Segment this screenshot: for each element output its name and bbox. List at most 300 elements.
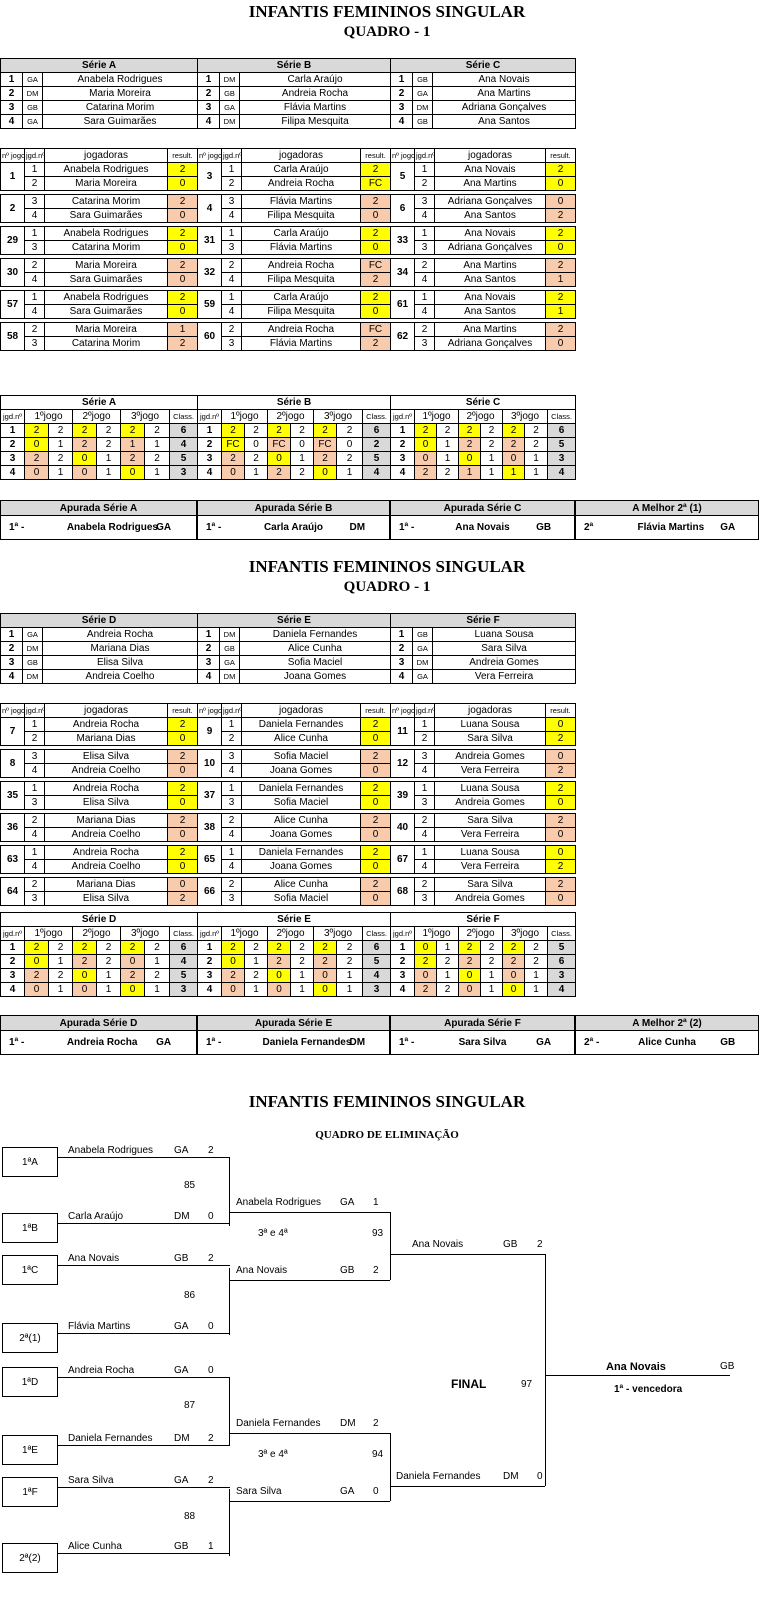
- result-value: 2: [361, 163, 391, 177]
- result-value: 2: [546, 764, 576, 778]
- player-number: 2: [222, 259, 242, 273]
- player-number: 2: [222, 814, 242, 828]
- game3-header: 3ºjogo: [314, 410, 363, 424]
- game-number: 61: [391, 291, 415, 319]
- score-cell: 2: [73, 955, 97, 969]
- result-value: 0: [361, 732, 391, 746]
- player-number: 3: [198, 969, 222, 983]
- score-cell: 2: [291, 466, 314, 480]
- games-table: [390, 148, 576, 351]
- classification-points: 4: [170, 438, 198, 452]
- game-row: [1, 764, 198, 778]
- classification-points: 5: [548, 941, 576, 955]
- roster-row: [198, 73, 391, 87]
- standings-row: [198, 969, 391, 983]
- player-number: 2: [198, 642, 220, 656]
- player-name: Andreia Coelho: [45, 828, 168, 842]
- result-value: 2: [546, 227, 576, 241]
- player-number: 4: [415, 860, 435, 874]
- player-number: 1: [1, 941, 25, 955]
- series-header: Série C: [391, 59, 576, 73]
- score-cell: 1: [291, 969, 314, 983]
- bracket-title: [0, 1092, 774, 1112]
- score-cell: FC: [222, 438, 245, 452]
- qualified-place: 1ª -: [198, 1031, 262, 1055]
- game-number: 4: [198, 195, 222, 223]
- game-row: [391, 291, 576, 305]
- score-cell: 2: [481, 941, 503, 955]
- game-row: [391, 241, 576, 255]
- result-value: 2: [546, 259, 576, 273]
- player-no-header: jgd.nº: [415, 704, 435, 718]
- game-row: [391, 273, 576, 287]
- player-number: 2: [415, 177, 435, 191]
- player-club: GA: [413, 670, 433, 684]
- player-number: 2: [25, 814, 45, 828]
- classification-points: 4: [548, 983, 576, 997]
- score-cell: 2: [25, 969, 49, 983]
- player-number: 1: [222, 291, 242, 305]
- player-number: 4: [25, 273, 45, 287]
- player-club: GB: [413, 73, 433, 87]
- score-cell: 2: [337, 955, 363, 969]
- player-number: 1: [415, 163, 435, 177]
- score-cell: 2: [268, 941, 291, 955]
- player-number: 3: [222, 796, 242, 810]
- player-name: Catarina Morim: [43, 101, 198, 115]
- classification-points: 5: [170, 969, 198, 983]
- game-row: [391, 828, 576, 842]
- player-number: 1: [25, 291, 45, 305]
- player-no-header: jgd.nº: [1, 410, 25, 424]
- game-row: [198, 718, 391, 732]
- game-row: [1, 305, 198, 319]
- players-header: jogadoras: [435, 704, 546, 718]
- class-header: Class.: [363, 927, 391, 941]
- game-number: 34: [391, 259, 415, 287]
- qualified-box: [197, 500, 390, 540]
- player-club: GA: [174, 1475, 189, 1486]
- game2-header: 2ºjogo: [459, 410, 503, 424]
- game-row: [1, 177, 198, 191]
- game3-header: 3ºjogo: [314, 927, 363, 941]
- player-number: 3: [25, 796, 45, 810]
- result-value: 0: [546, 241, 576, 255]
- score-cell: 1: [437, 452, 459, 466]
- score-cell: 1: [291, 983, 314, 997]
- classification-points: 6: [548, 955, 576, 969]
- bracket-title-text: INFANTIS FEMININOS SINGULAR: [248, 1092, 526, 1111]
- score-cell: 2: [25, 941, 49, 955]
- final-label: FINAL: [451, 1377, 487, 1391]
- game-row: [391, 892, 576, 906]
- standings-series-header: Série D: [1, 913, 198, 927]
- score-cell: 0: [459, 452, 481, 466]
- game-row: [391, 227, 576, 241]
- player-name: Andreia Coelho: [43, 670, 198, 684]
- player-number: 3: [415, 195, 435, 209]
- player-name: Andreia Gomes: [435, 796, 546, 810]
- game-row: [1, 782, 198, 796]
- bracket-line: [229, 1501, 390, 1502]
- game-number: 35: [1, 782, 25, 810]
- player-number: 3: [222, 337, 242, 351]
- result-value: 2: [168, 227, 198, 241]
- section-title-text: INFANTIS FEMININOS SINGULAR: [248, 557, 526, 576]
- player-name: Vera Ferreira: [433, 670, 576, 684]
- score-cell: 1: [525, 983, 548, 997]
- player-number: 3: [415, 241, 435, 255]
- result-value: 2: [168, 337, 198, 351]
- player-name: Anabela Rodrigues: [43, 73, 198, 87]
- score-cell: 1: [245, 955, 268, 969]
- series-header: Série F: [391, 614, 576, 628]
- score: 2: [373, 1418, 379, 1429]
- result-value: 2: [546, 782, 576, 796]
- game-number: 63: [1, 846, 25, 874]
- game1-header: 1ºjogo: [415, 410, 459, 424]
- score-cell: 2: [415, 955, 437, 969]
- score-cell: 0: [268, 969, 291, 983]
- score-cell: 0: [25, 955, 49, 969]
- roster-row: [391, 115, 576, 129]
- roster-row: [1, 670, 198, 684]
- result-value: 0: [546, 750, 576, 764]
- bracket-line: [229, 1489, 230, 1556]
- score-cell: 0: [222, 466, 245, 480]
- result-value: 0: [546, 796, 576, 810]
- game-row: [1, 323, 198, 337]
- score-cell: 2: [222, 452, 245, 466]
- score-cell: 2: [314, 452, 337, 466]
- game-row: [198, 814, 391, 828]
- player-name: Elisa Silva: [43, 656, 198, 670]
- qualified-name: Sara Silva: [452, 1031, 513, 1055]
- game-row: [1, 337, 198, 351]
- score-cell: 0: [337, 438, 363, 452]
- standings-row: [391, 424, 576, 438]
- third-place-label: 3ª e 4ª: [258, 1228, 288, 1239]
- game-row: [391, 195, 576, 209]
- player-name: Mariana Dias: [45, 878, 168, 892]
- game-number: 68: [391, 878, 415, 906]
- result-value: 2: [168, 291, 198, 305]
- player-number: 2: [25, 323, 45, 337]
- game-row: [391, 846, 576, 860]
- game-row: [198, 828, 391, 842]
- classification-points: 6: [363, 941, 391, 955]
- player-number: 4: [391, 115, 413, 129]
- result-value: 2: [361, 814, 391, 828]
- game-row: [1, 227, 198, 241]
- section-title-text: INFANTIS FEMININOS SINGULAR: [248, 2, 526, 21]
- player-name: Sara Guimarães: [43, 115, 198, 129]
- score-cell: 1: [525, 969, 548, 983]
- standings-table: [390, 912, 576, 997]
- player-no-header: jgd.nº: [222, 149, 242, 163]
- player-number: 3: [415, 892, 435, 906]
- player-name: Ana Martins: [435, 323, 546, 337]
- seed-label: 2ª(1): [19, 1332, 41, 1344]
- score-cell: 2: [337, 941, 363, 955]
- result-value: 2: [546, 291, 576, 305]
- score-cell: 2: [337, 452, 363, 466]
- result-value: 0: [168, 878, 198, 892]
- standings-row: [198, 452, 391, 466]
- player-name: Flávia Martins: [242, 337, 361, 351]
- player-name: Luana Sousa: [435, 846, 546, 860]
- player-club: GA: [174, 1145, 189, 1156]
- player-name: Daniela Fernandes: [68, 1433, 153, 1444]
- player-name: Ana Martins: [435, 177, 546, 191]
- player-club: GB: [174, 1253, 189, 1264]
- game-number: 3: [198, 163, 222, 191]
- result-value: 2: [546, 732, 576, 746]
- classification-points: 3: [548, 969, 576, 983]
- score-cell: 2: [291, 424, 314, 438]
- game-row: [391, 177, 576, 191]
- player-club: GA: [413, 87, 433, 101]
- score-cell: 0: [314, 969, 337, 983]
- score-cell: 2: [314, 424, 337, 438]
- score-cell: 0: [25, 438, 49, 452]
- player-name: Luana Sousa: [435, 782, 546, 796]
- score: 2: [208, 1475, 214, 1486]
- game-number: 5: [391, 163, 415, 191]
- result-value: 2: [168, 814, 198, 828]
- player-number: 4: [222, 209, 242, 223]
- game-row: [1, 195, 198, 209]
- game-row: [198, 195, 391, 209]
- game-number: 88: [184, 1510, 196, 1522]
- score-cell: 2: [121, 424, 145, 438]
- player-club: GB: [23, 101, 43, 115]
- player-name: Anabela Rodrigues: [45, 291, 168, 305]
- qualified-box: [390, 500, 575, 540]
- player-number: 4: [25, 828, 45, 842]
- player-number: 1: [391, 424, 415, 438]
- qualified-place: 1ª -: [391, 516, 452, 540]
- seed-label: 1ªB: [22, 1222, 38, 1234]
- roster-row: [198, 670, 391, 684]
- standings-row: [1, 466, 198, 480]
- player-number: 2: [25, 177, 45, 191]
- score-cell: 0: [314, 466, 337, 480]
- game-row: [1, 796, 198, 810]
- bracket-line: [545, 1254, 546, 1486]
- player-name: Maria Moreira: [45, 259, 168, 273]
- game-row: [198, 323, 391, 337]
- class-header: Class.: [170, 927, 198, 941]
- result-value: 0: [168, 796, 198, 810]
- player-number: 4: [391, 466, 415, 480]
- game-number: 7: [1, 718, 25, 746]
- bracket-line: [229, 1158, 230, 1226]
- player-number: 2: [198, 955, 222, 969]
- player-number: 1: [415, 227, 435, 241]
- player-name: Ana Martins: [433, 87, 576, 101]
- player-name: Andreia Coelho: [45, 860, 168, 874]
- roster-row: [391, 656, 576, 670]
- standings-row: [198, 424, 391, 438]
- score-cell: 1: [49, 438, 73, 452]
- result-header: result.: [546, 704, 576, 718]
- game-number: 10: [198, 750, 222, 778]
- score-cell: 2: [49, 424, 73, 438]
- game-row: [391, 718, 576, 732]
- player-number: 3: [222, 241, 242, 255]
- score-cell: 2: [503, 438, 525, 452]
- player-club: DM: [174, 1211, 190, 1222]
- player-name: Adriana Gonçalves: [433, 101, 576, 115]
- standings-row: [1, 983, 198, 997]
- player-name: Elisa Silva: [45, 892, 168, 906]
- score-cell: 1: [97, 969, 121, 983]
- score-cell: 1: [437, 969, 459, 983]
- score-cell: 1: [481, 466, 503, 480]
- player-club: GA: [220, 101, 240, 115]
- game-number: 93: [372, 1228, 384, 1239]
- score-cell: 2: [268, 424, 291, 438]
- game-row: [198, 782, 391, 796]
- game-number: 39: [391, 782, 415, 810]
- player-name: Maria Moreira: [45, 323, 168, 337]
- roster-row: [391, 87, 576, 101]
- player-club: DM: [503, 1471, 519, 1482]
- player-number: 1: [415, 718, 435, 732]
- player-number: 2: [391, 438, 415, 452]
- player-club: GB: [503, 1239, 518, 1250]
- classification-points: 4: [363, 466, 391, 480]
- game1-header: 1ºjogo: [222, 410, 268, 424]
- winner-club: GB: [720, 1361, 735, 1372]
- game-row: [198, 163, 391, 177]
- result-header: result.: [361, 704, 391, 718]
- roster-table: [390, 613, 576, 684]
- game1-header: 1ºjogo: [222, 927, 268, 941]
- player-club: GA: [220, 656, 240, 670]
- player-number: 1: [198, 628, 220, 642]
- game2-header: 2ºjogo: [268, 410, 314, 424]
- score: 2: [537, 1239, 543, 1250]
- player-number: 3: [198, 452, 222, 466]
- player-number: 1: [25, 846, 45, 860]
- seed-box: [2, 1435, 58, 1465]
- game-number: 36: [1, 814, 25, 842]
- player-no-header: jgd.nº: [1, 927, 25, 941]
- score-cell: 2: [459, 438, 481, 452]
- score-cell: 2: [459, 941, 481, 955]
- game-no-header: nº jogo: [391, 704, 415, 718]
- player-number: 4: [415, 305, 435, 319]
- qualified-name: Flávia Martins: [637, 516, 698, 540]
- result-value: FC: [361, 177, 391, 191]
- player-name: Flávia Martins: [242, 241, 361, 255]
- standings-row: [1, 452, 198, 466]
- player-number: 3: [198, 101, 220, 115]
- standings-row: [198, 941, 391, 955]
- result-value: 2: [168, 846, 198, 860]
- score-cell: 2: [222, 969, 245, 983]
- qualified-name: Andreia Rocha: [66, 1031, 131, 1055]
- player-name: Ana Novais: [435, 291, 546, 305]
- score-cell: 2: [245, 424, 268, 438]
- player-club: GB: [413, 115, 433, 129]
- game-number: 38: [198, 814, 222, 842]
- player-club: GA: [23, 628, 43, 642]
- score: 2: [208, 1253, 214, 1264]
- player-name: Ana Martins: [435, 259, 546, 273]
- player-number: 2: [1, 87, 23, 101]
- bracket-line: [229, 1212, 390, 1213]
- player-number: 2: [415, 323, 435, 337]
- bracket-line: [57, 1333, 230, 1334]
- qualified-club: DM: [326, 1031, 390, 1055]
- player-name: Flávia Martins: [240, 101, 391, 115]
- game-row: [1, 846, 198, 860]
- game-row: [198, 305, 391, 319]
- player-number: 2: [391, 955, 415, 969]
- player-number: 3: [222, 195, 242, 209]
- score-cell: 0: [314, 983, 337, 997]
- qualified-header: Apurada Série C: [391, 501, 575, 516]
- player-name: Ana Santos: [433, 115, 576, 129]
- result-value: 2: [546, 814, 576, 828]
- player-number: 3: [1, 452, 25, 466]
- score-cell: 0: [268, 983, 291, 997]
- player-number: 4: [415, 209, 435, 223]
- player-number: 3: [391, 452, 415, 466]
- seed-box: [2, 1323, 58, 1353]
- player-number: 3: [415, 337, 435, 351]
- classification-points: 4: [363, 969, 391, 983]
- player-name: Carla Araújo: [242, 227, 361, 241]
- classification-points: 2: [363, 438, 391, 452]
- qualified-club: GA: [131, 1031, 196, 1055]
- score-cell: 1: [481, 452, 503, 466]
- game1-header: 1ºjogo: [25, 410, 73, 424]
- game-number: 94: [372, 1449, 384, 1460]
- game-row: [391, 259, 576, 273]
- player-no-header: jgd.nº: [391, 927, 415, 941]
- score-cell: 2: [121, 969, 145, 983]
- roster-row: [198, 642, 391, 656]
- score-cell: 2: [291, 941, 314, 955]
- score-cell: 2: [145, 969, 170, 983]
- player-number: 1: [25, 227, 45, 241]
- player-name: Catarina Morim: [45, 241, 168, 255]
- result-value: 0: [168, 305, 198, 319]
- player-name: Sara Silva: [435, 878, 546, 892]
- standings-row: [391, 955, 576, 969]
- result-value: 2: [168, 782, 198, 796]
- player-club: DM: [23, 642, 43, 656]
- player-name: Alice Cunha: [242, 732, 361, 746]
- player-number: 4: [198, 983, 222, 997]
- roster-row: [1, 101, 198, 115]
- player-name: Sofia Maciel: [240, 656, 391, 670]
- score: 2: [208, 1433, 214, 1444]
- result-value: 0: [546, 337, 576, 351]
- score-cell: 0: [415, 438, 437, 452]
- seed-box: [2, 1543, 58, 1573]
- classification-points: 3: [170, 466, 198, 480]
- seed-label: 1ªD: [21, 1376, 39, 1388]
- score-cell: 2: [73, 424, 97, 438]
- game2-header: 2ºjogo: [73, 410, 121, 424]
- classification-points: 6: [170, 941, 198, 955]
- qualified-place: 1ª -: [1, 1031, 66, 1055]
